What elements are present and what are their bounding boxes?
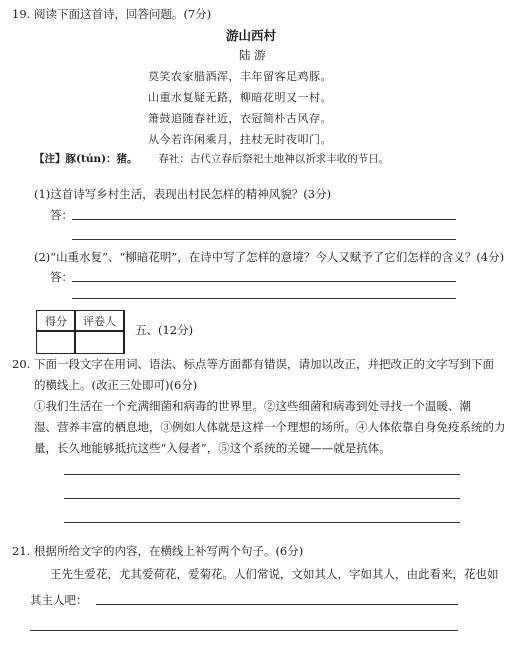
answer-line-1a[interactable] bbox=[72, 219, 456, 220]
q19-sub2: (2)“山重水复”、“柳暗花明”，在诗中写了怎样的意境？今人又赋予了它们怎样的含义？(4分) bbox=[34, 250, 505, 264]
q21-para-1: 王先生爱花，尤其爱荷花，爱菊花。人们常说，文如其人，字如其人，由此看来，花也如 bbox=[50, 567, 499, 581]
answer-line-2b[interactable] bbox=[72, 298, 456, 299]
poem-title: 游山西村 bbox=[226, 28, 277, 43]
q20-line2: 的横线上。(改正三处即可)(6分) bbox=[34, 378, 198, 392]
reviewer-cell[interactable] bbox=[74, 330, 125, 354]
q19-sub1: (1)这首诗写乡村生活，表现出村民怎样的精神风貌？(3分) bbox=[34, 187, 332, 201]
q20-answer-line-3[interactable] bbox=[64, 522, 460, 523]
q21-para-2: 其主人吧： bbox=[30, 593, 88, 607]
answer-label-1: 答： bbox=[50, 208, 73, 222]
poem-line-4: 从今若许闲乘月，拄杖无时夜叩门。 bbox=[148, 133, 332, 146]
poem-line-1: 莫笑农家腊酒浑，丰年留客足鸡豚。 bbox=[148, 70, 332, 83]
q20-answer-line-2[interactable] bbox=[64, 498, 460, 499]
reviewer-header: 评卷人 bbox=[74, 310, 125, 332]
answer-line-1b[interactable] bbox=[72, 239, 456, 240]
poem-author: 陆 游 bbox=[239, 48, 266, 62]
poem-note-label: 【注】豚(tún)：猪。 bbox=[34, 153, 138, 165]
score-table bbox=[36, 310, 124, 354]
q20-answer-line-1[interactable] bbox=[64, 474, 460, 475]
q20-para-1: ①我们生活在一个充满细菌和病毒的世界里。②这些细菌和病毒到处寻找一个温暖、潮 bbox=[34, 399, 471, 413]
q20-line1: 20. 下面一段文字在用词、语法、标点等方面都有错误，请加以改正，并把改正的文字写到下面 bbox=[12, 357, 494, 371]
q21-answer-line-1[interactable] bbox=[96, 604, 458, 605]
q20-para-3: 量，长久地能够抵抗这些“入侵者”，⑤这个系统的关键——就是抗体。 bbox=[34, 441, 391, 455]
answer-label-2: 答： bbox=[50, 270, 73, 284]
q21-answer-line-2[interactable] bbox=[30, 630, 458, 631]
answer-line-2a[interactable] bbox=[72, 281, 456, 282]
q20-para-2: 湿、营养丰富的栖息地，③例如人体就是这样一个理想的场所。④人体依靠自身免疫系统的力 bbox=[34, 420, 506, 434]
poem-note-text: 春社：古代立春后祭祀土地神以祈求丰收的节日。 bbox=[158, 153, 390, 165]
q19-title: 19. 阅读下面这首诗，回答问题。(7分) bbox=[12, 7, 212, 21]
poem-line-2: 山重水复疑无路，柳暗花明又一村。 bbox=[148, 91, 332, 104]
score-cell[interactable] bbox=[36, 330, 76, 354]
poem-line-3: 箫鼓追随春社近，衣冠简朴古风存。 bbox=[148, 112, 332, 125]
score-header: 得分 bbox=[36, 310, 76, 332]
q21-title: 21. 根据所给文字的内容，在横线上补写两个句子。(6分) bbox=[12, 544, 304, 558]
section-five-heading: 五、(12分) bbox=[135, 323, 194, 337]
poem-note bbox=[34, 151, 389, 166]
